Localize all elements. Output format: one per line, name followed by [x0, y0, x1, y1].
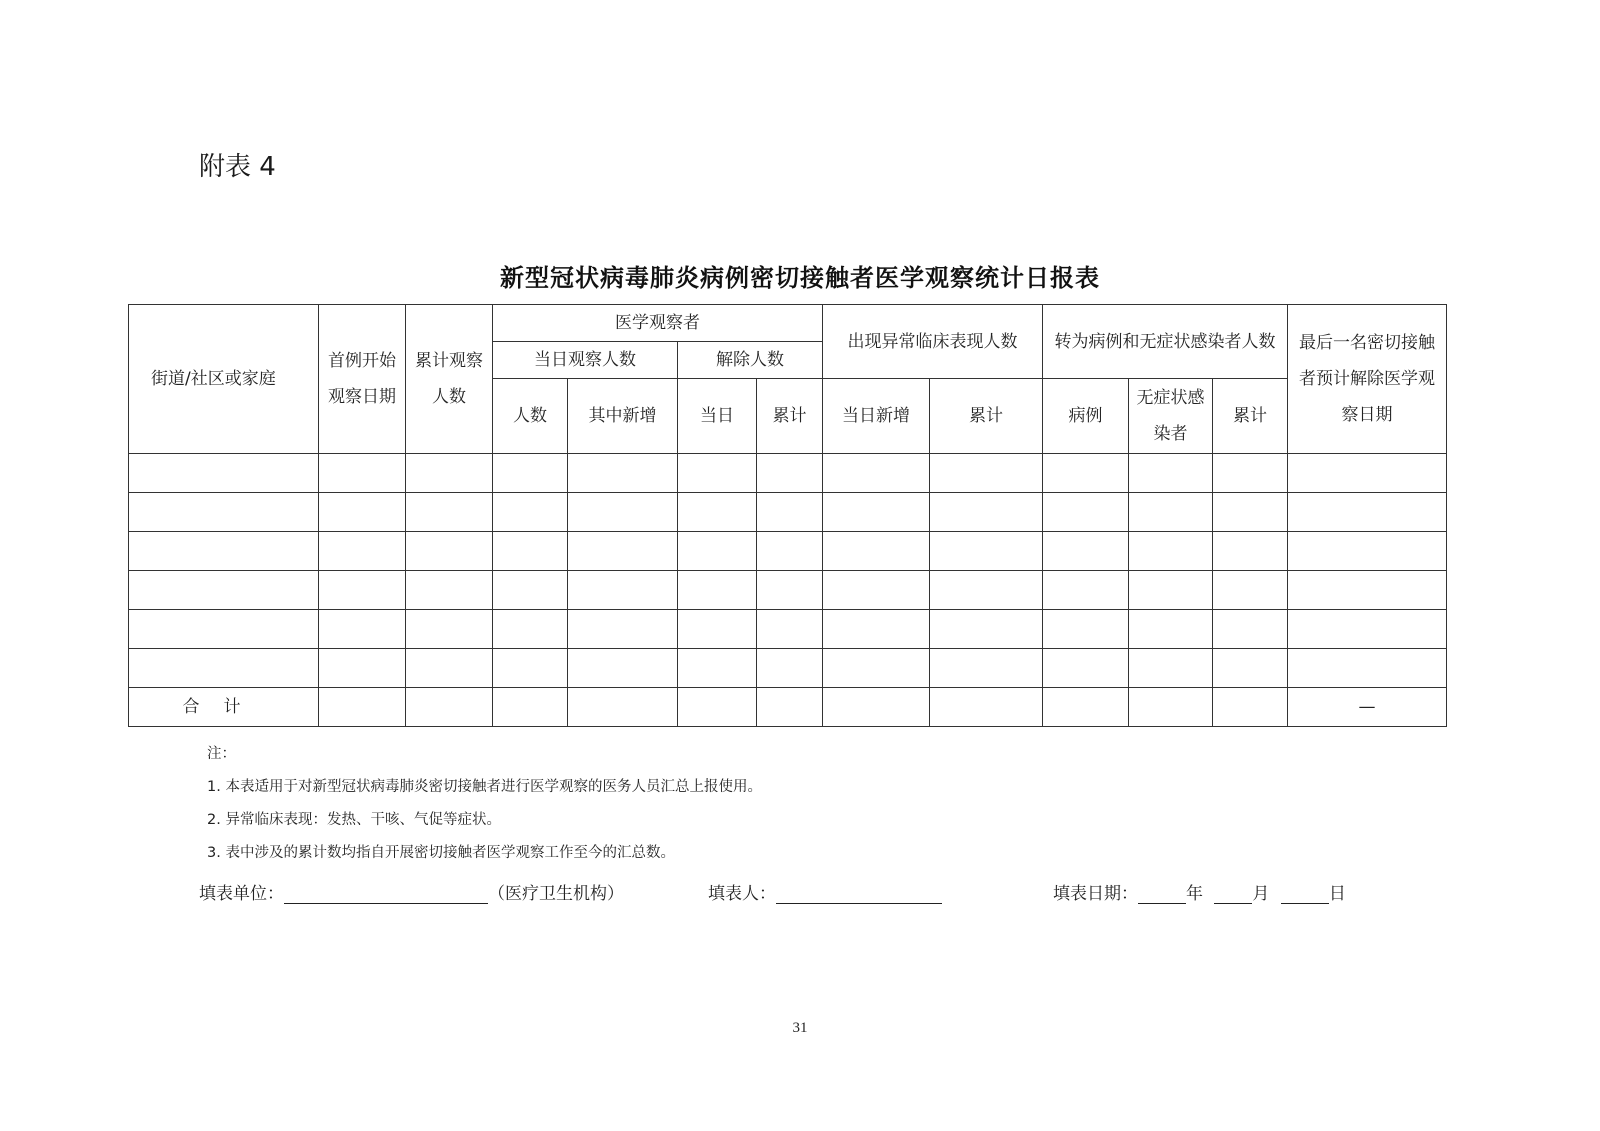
table-cell[interactable] — [129, 571, 319, 610]
header-new-among: 其中新增 — [568, 379, 678, 454]
table-cell[interactable] — [1043, 571, 1129, 610]
table-cell[interactable] — [493, 649, 568, 688]
table-cell[interactable] — [1043, 493, 1129, 532]
note-item: 3. 表中涉及的累计数均指自开展密切接触者医学观察工作至今的汇总数。 — [207, 845, 675, 861]
table-cell[interactable] — [930, 493, 1043, 532]
table-cell[interactable] — [129, 610, 319, 649]
total-last-cell: — — [1288, 688, 1447, 727]
table-cell[interactable] — [678, 688, 757, 727]
header-today-new: 当日新增 — [823, 379, 930, 454]
note-item: 1. 本表适用于对新型冠状病毒肺炎密切接触者进行医学观察的医务人员汇总上报使用。 — [207, 779, 762, 795]
fill-unit-suffix: （医疗卫生机构） — [488, 884, 624, 904]
table-cell[interactable] — [406, 688, 493, 727]
appendix-label: 附表 4 — [199, 152, 276, 182]
table-cell[interactable] — [1043, 649, 1129, 688]
year-label: 年 — [1186, 884, 1203, 904]
table-cell[interactable] — [678, 493, 757, 532]
header-abnormal: 出现异常临床表现人数 — [823, 305, 1043, 379]
table-row — [129, 649, 1447, 688]
table-cell[interactable] — [493, 610, 568, 649]
table-cell[interactable] — [1288, 571, 1447, 610]
table-cell[interactable] — [493, 571, 568, 610]
table-cell[interactable] — [319, 493, 406, 532]
table-cell[interactable] — [930, 649, 1043, 688]
header-medical-observer: 医学观察者 — [493, 305, 823, 342]
table-cell[interactable] — [1129, 532, 1213, 571]
table-row — [129, 571, 1447, 610]
header-cumulative-abnormal: 累计 — [930, 379, 1043, 454]
table-cell[interactable] — [319, 610, 406, 649]
filler-line — [708, 879, 942, 904]
table-cell[interactable] — [568, 688, 678, 727]
month-blank[interactable] — [1214, 885, 1252, 904]
table-cell[interactable] — [1129, 688, 1213, 727]
table-cell[interactable] — [757, 688, 823, 727]
notes-section — [207, 744, 762, 876]
table-cell[interactable] — [1043, 454, 1129, 493]
table-cell[interactable] — [1213, 688, 1288, 727]
notes-heading: 注： — [207, 746, 236, 762]
table-cell[interactable] — [568, 493, 678, 532]
table-cell[interactable] — [823, 610, 930, 649]
table-cell[interactable] — [493, 532, 568, 571]
table-cell[interactable] — [930, 571, 1043, 610]
table-cell[interactable] — [129, 454, 319, 493]
table-cell[interactable] — [406, 571, 493, 610]
header-daily-observed: 当日观察人数 — [493, 342, 678, 379]
table-cell[interactable] — [319, 454, 406, 493]
header-cases: 病例 — [1043, 379, 1129, 454]
table-cell[interactable] — [1213, 493, 1288, 532]
table-cell[interactable] — [1288, 649, 1447, 688]
header-last-release-date: 最后一名密切接触者预计解除医学观察日期 — [1288, 305, 1447, 454]
table-cell[interactable] — [568, 454, 678, 493]
fill-unit-line — [199, 879, 624, 904]
table-cell[interactable] — [1213, 532, 1288, 571]
header-asymptomatic: 无症状感染者 — [1129, 379, 1213, 454]
table-row — [129, 610, 1447, 649]
table-cell[interactable] — [1288, 454, 1447, 493]
table-cell[interactable] — [1288, 532, 1447, 571]
table-cell[interactable] — [1213, 571, 1288, 610]
table-cell[interactable] — [319, 571, 406, 610]
table-cell[interactable] — [319, 649, 406, 688]
total-label: 合计 — [129, 688, 319, 727]
table-row — [129, 532, 1447, 571]
table-cell[interactable] — [406, 610, 493, 649]
table-cell[interactable] — [1043, 532, 1129, 571]
table-cell[interactable] — [1213, 610, 1288, 649]
table-cell[interactable] — [757, 532, 823, 571]
note-item: 2. 异常临床表现：发热、干咳、气促等症状。 — [207, 812, 501, 828]
day-label: 日 — [1328, 884, 1346, 904]
day-blank[interactable] — [1281, 885, 1329, 904]
header-cumulative-obs: 累计观察人数 — [406, 305, 493, 454]
page-number: 31 — [792, 1020, 808, 1036]
table-cell[interactable] — [1129, 454, 1213, 493]
table-cell[interactable] — [930, 610, 1043, 649]
table-cell[interactable] — [493, 493, 568, 532]
table-cell[interactable] — [930, 688, 1043, 727]
header-converted: 转为病例和无症状感染者人数 — [1043, 305, 1288, 379]
table-cell[interactable] — [823, 688, 930, 727]
table-cell[interactable] — [678, 649, 757, 688]
table-cell[interactable] — [823, 532, 930, 571]
table-cell[interactable] — [406, 493, 493, 532]
table-cell[interactable] — [568, 532, 678, 571]
table-cell[interactable] — [757, 454, 823, 493]
header-row-1 — [129, 305, 1447, 342]
filler-label: 填表人： — [708, 884, 776, 904]
fill-date-label: 填表日期： — [1053, 884, 1138, 904]
table-cell[interactable] — [678, 454, 757, 493]
table-cell[interactable] — [823, 649, 930, 688]
header-count: 人数 — [493, 379, 568, 454]
table-cell[interactable] — [1288, 493, 1447, 532]
table-cell[interactable] — [406, 649, 493, 688]
total-row — [129, 688, 1447, 727]
table-cell[interactable] — [678, 571, 757, 610]
fill-date-line — [1053, 879, 1346, 904]
header-cumulative: 累计 — [757, 379, 823, 454]
table-cell[interactable] — [930, 454, 1043, 493]
table-cell[interactable] — [1043, 610, 1129, 649]
table-cell[interactable] — [757, 493, 823, 532]
header-released: 解除人数 — [678, 342, 823, 379]
table-cell[interactable] — [757, 649, 823, 688]
table-cell[interactable] — [319, 532, 406, 571]
table-cell[interactable] — [1043, 688, 1129, 727]
table-cell[interactable] — [1129, 610, 1213, 649]
table-cell[interactable] — [493, 688, 568, 727]
table-cell[interactable] — [757, 610, 823, 649]
header-street: 街道/社区或家庭 — [129, 305, 319, 454]
table-row — [129, 454, 1447, 493]
table-cell[interactable] — [319, 688, 406, 727]
table-cell[interactable] — [406, 532, 493, 571]
header-first-obs-date: 首例开始观察日期 — [319, 305, 406, 454]
table-cell[interactable] — [757, 571, 823, 610]
table-row — [129, 493, 1447, 532]
table-cell[interactable] — [129, 493, 319, 532]
table-cell[interactable] — [568, 610, 678, 649]
table-cell[interactable] — [406, 454, 493, 493]
table-cell[interactable] — [493, 454, 568, 493]
filler-blank[interactable] — [776, 885, 942, 904]
table-cell[interactable] — [129, 532, 319, 571]
fill-unit-blank[interactable] — [284, 885, 488, 904]
table-cell[interactable] — [930, 532, 1043, 571]
table-cell[interactable] — [1288, 610, 1447, 649]
month-label: 月 — [1252, 884, 1270, 904]
table-cell[interactable] — [1213, 649, 1288, 688]
table-cell[interactable] — [823, 454, 930, 493]
table-cell[interactable] — [568, 571, 678, 610]
table-cell[interactable] — [823, 493, 930, 532]
table-cell[interactable] — [678, 610, 757, 649]
table-cell[interactable] — [129, 649, 319, 688]
table-cell[interactable] — [1129, 571, 1213, 610]
header-cumulative-converted: 累计 — [1213, 379, 1288, 454]
table-cell[interactable] — [1129, 649, 1213, 688]
fill-unit-label: 填表单位： — [199, 884, 284, 904]
table-cell[interactable] — [678, 532, 757, 571]
table-cell[interactable] — [568, 649, 678, 688]
document-title: 新型冠状病毒肺炎病例密切接触者医学观察统计日报表 — [500, 264, 1100, 292]
report-table — [128, 304, 1447, 727]
year-blank[interactable] — [1138, 885, 1186, 904]
table-cell[interactable] — [823, 571, 930, 610]
header-today: 当日 — [678, 379, 757, 454]
table-cell[interactable] — [1213, 454, 1288, 493]
table-cell[interactable] — [1129, 493, 1213, 532]
